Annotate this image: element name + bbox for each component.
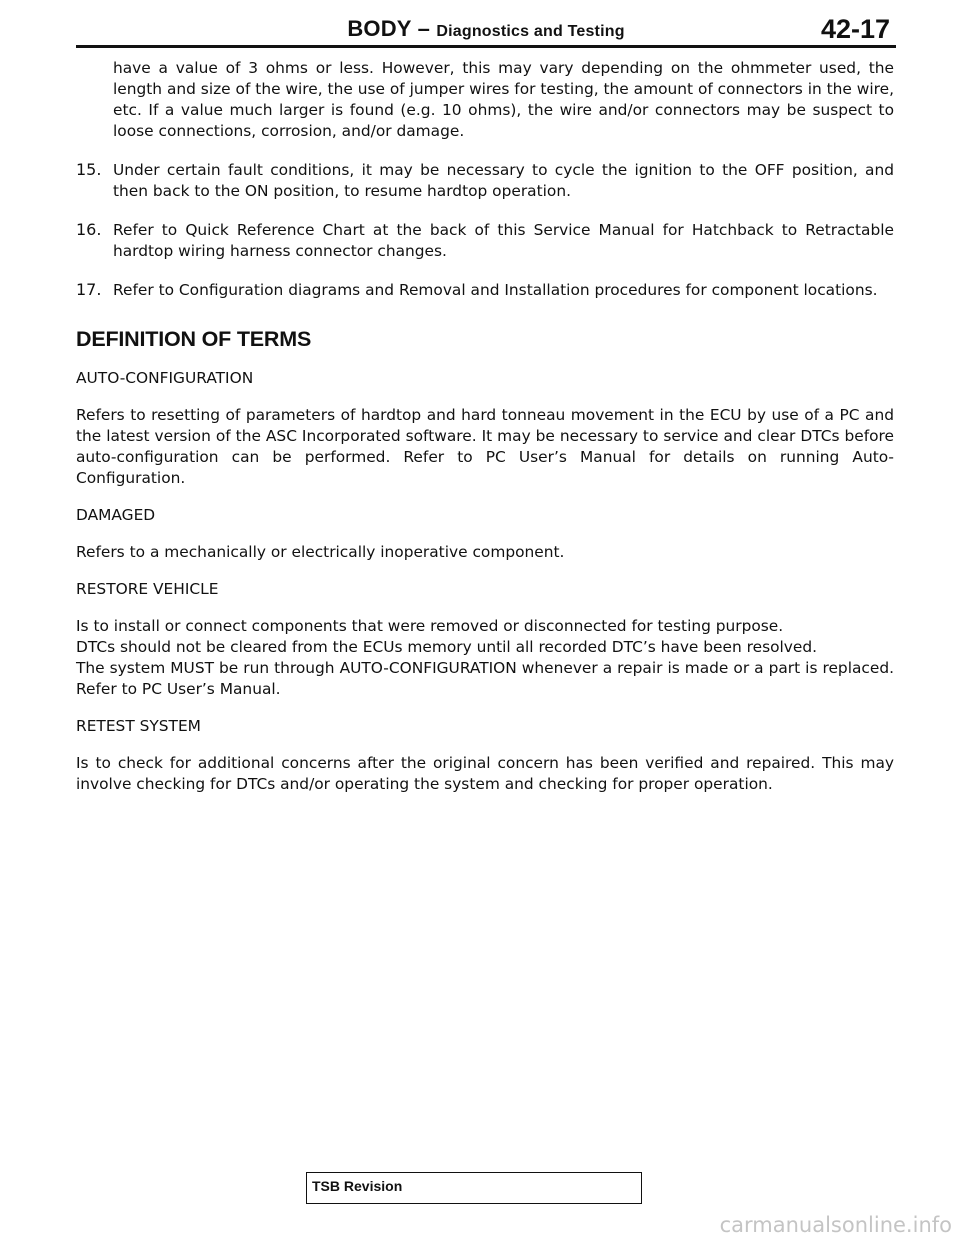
page-number: 42-17	[820, 14, 890, 44]
list-item	[76, 220, 894, 262]
list-item	[76, 160, 894, 202]
term-title: RESTORE VEHICLE	[76, 580, 219, 598]
item-number: 15.	[76, 160, 102, 179]
title-separator: –	[417, 16, 431, 41]
term-definition: Is to check for additional concerns after the original concern has been verified and repaired. This may involve checking for DTCs and/or operating the system and checking for proper operation.	[76, 754, 894, 793]
page-title	[76, 16, 896, 42]
intro-paragraph: have a value of 3 ohms or less. However, this may vary depending on the ohmmeter used, the length and size of the wire, the use of jumper wires for testing, the amount of connectors in the wire, etc. If a value much larger is found (e.g. 10 ohms), the wire and/or connectors may be suspect to loose connections, corrosion, and/or damage.	[113, 59, 894, 140]
item-text: Refer to Quick Reference Chart at the back of this Service Manual for Hatchback to Retractable hardtop wiring harness connector changes.	[113, 221, 894, 260]
term-definition: Refers to a mechanically or electrically inoperative component.	[76, 543, 565, 561]
term-definition: Refers to resetting of parameters of hardtop and hard tonneau movement in the ECU by use of a PC and the latest version of the ASC Incorporated software. It may be necessary to service and clear DTCs before auto-configuration can be performed. Refer to PC User’s Manual for details on running Auto-Configuration.	[76, 406, 894, 487]
section-name: BODY	[347, 16, 412, 41]
term-definition: Is to install or connect components that were removed or disconnected for testing purpose.	[76, 617, 784, 635]
item-text: Refer to Configuration diagrams and Removal and Installation procedures for component locations.	[113, 281, 878, 299]
term-definition: The system MUST be run through AUTO-CONFIGURATION whenever a repair is made or a part is replaced. Refer to PC User’s Manual.	[76, 659, 894, 698]
page-content	[76, 58, 894, 795]
header-rule	[76, 45, 896, 48]
item-number: 17.	[76, 280, 102, 299]
item-text: Under certain fault conditions, it may be necessary to cycle the ignition to the OFF position, and then back to the ON position, to resume hardtop operation.	[113, 161, 894, 200]
page-header	[76, 14, 896, 46]
tsb-revision-label: TSB Revision	[312, 1178, 403, 1194]
section-subtitle: Diagnostics and Testing	[436, 23, 625, 40]
section-heading: DEFINITION OF TERMS	[76, 327, 312, 351]
list-item	[76, 280, 894, 301]
term-title: DAMAGED	[76, 506, 156, 524]
tsb-revision-box	[306, 1172, 642, 1204]
term-title: RETEST SYSTEM	[76, 717, 201, 735]
term-definition: DTCs should not be cleared from the ECUs memory until all recorded DTC’s have been resolved.	[76, 638, 818, 656]
item-number: 16.	[76, 220, 102, 239]
term-title: AUTO-CONFIGURATION	[76, 369, 254, 387]
watermark: carmanualsonline.info	[719, 1213, 952, 1237]
